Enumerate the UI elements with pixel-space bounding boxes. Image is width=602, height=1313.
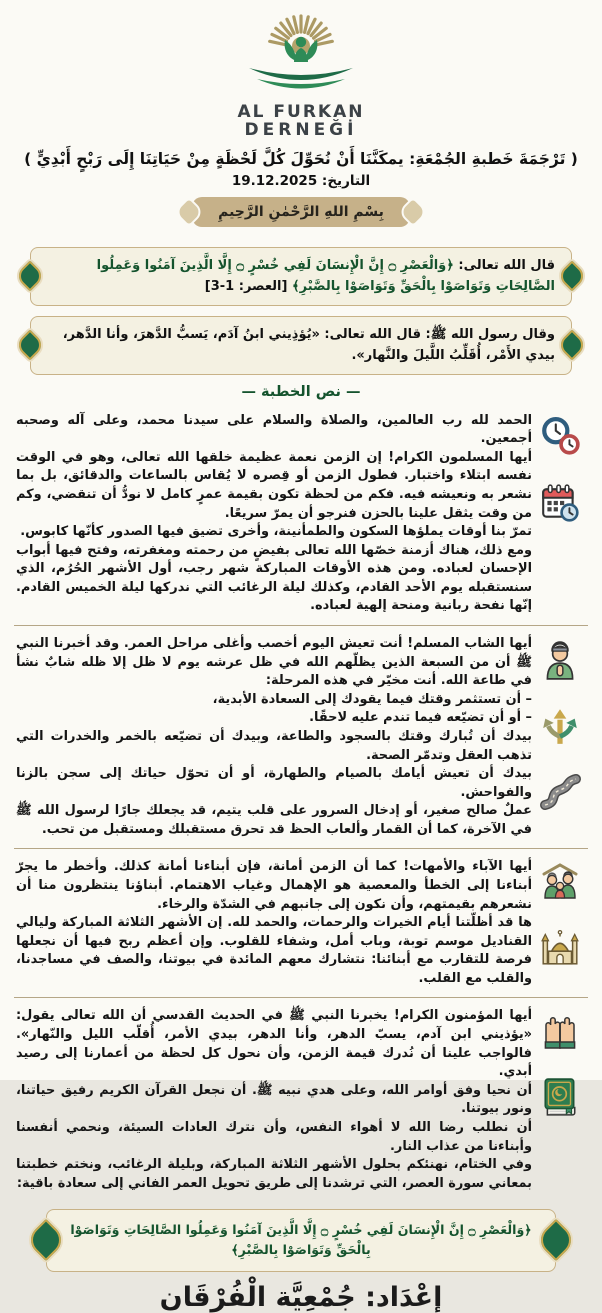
al-furkan-logo-icon <box>226 6 376 110</box>
calendar-clock-icon <box>539 482 581 524</box>
quran-verse: ﴿وَالْعَصْرِ ۝ إِنَّ الْإِنسَانَ لَفِي خُسْرٍ ۝ إِلَّا الَّذِينَ آمَنُوا وَعَمِلُوا الصَّالِحَاتِ وَتَوَاصَوْا بِالْحَقِّ وَتَوَاصَوْا بِالصَّبْرِ﴾ <box>96 257 555 295</box>
paragraph: بيدك أن تُبارك وقتك بالسجود والطاعة، وبيدك أن تضيّعه بالخمر والخدرات التي تذهب العقل وتدمّر الصحة. <box>16 728 532 763</box>
header <box>12 6 590 140</box>
sermon-sections <box>12 406 590 1200</box>
section-divider <box>14 997 588 998</box>
section-divider <box>14 848 588 849</box>
hadith-text: وقال رسول الله ﷺ: قال الله تعالى: «يُؤذِيني ابنُ آدَم، يَسبُّ الدَّهرَ، وأنا الدَّهر، بيدي الأَمْر، أُقَلِّبُ اللَّيلَ والنَّهار». <box>62 326 555 364</box>
paragraph: عملٌ صالح صغير، أو إدخال السرور على قلب يتيم، قد يجعلك جارًا لرسول الله ﷺ في الآخرة، كما أن القمار وألعاب الحظ قد تحرق مستقبلك ومستقبل من تحب. <box>16 803 532 837</box>
paragraph: أيها المؤمنون الكرام! يخبرنا النبي ﷺ في الحديث القدسي أن الله تعالى يقول: «يؤذيني ابن آدم، يسبّ الدهر، وأنا الدهر، بيدي الأمر، أُقلّب الليل والنّهار». فالواجب علينا أن نُدرك قيمة الزمن، وأن نحول كل لحظة من أعمارنا إلى رصيد أبدي. <box>16 1008 532 1080</box>
section-divider <box>14 625 588 626</box>
verse-reference: [العصر: 1-3] <box>204 279 288 295</box>
section-parents <box>12 852 590 994</box>
section-time <box>12 406 590 622</box>
box-finial-left-icon <box>12 327 49 364</box>
section-time-text <box>14 412 532 616</box>
hadith-quote-box <box>30 316 572 375</box>
paragraph: أيها الآباء والأمهات! كما أن الزمن أمانة، فإن أبناءنا أمانة كذلك. وأخطر ما يجرّ أبناءنا إلى الخطأ والمعصية هو الإهمال وغياب الاهتمام. أبناؤنا ينتظرون منا أن نشعرهم بقيمتهم، وأن نكون إلى جانبهم في الشدّة والرخاء. <box>16 859 532 912</box>
banner-ornament-right-icon <box>397 196 428 227</box>
paragraph: ومع ذلك، هناك أزمنة خصّها الله تعالى بفيضٍ من رحمته ومغفرته، وفتح فيها أبواب الإحسان لعباده. ومن هذه الأوقات المباركة شهر رجب، أول الأشهر الحُرُم، الذي سنستقبله يوم الأحد القادم، وكذلك ليلة الرغائب التي ندركها ليلة الخميس القادم. إنّها نفحة ربانية ومنحة إلهية لعباده. <box>16 542 532 614</box>
section-believers <box>12 1001 590 1199</box>
paragraph: تمرّ بنا أوقات يملؤها السكون والطمأنينة، وأخرى تضيق فيها الصدور كأنّها كابوس. <box>20 524 532 540</box>
section-believers-text <box>14 1007 532 1193</box>
praying-youth-icon <box>539 639 581 681</box>
section-parents-icons <box>532 858 588 988</box>
paragraph: أن نطلب رضا الله لا أهواء النفس، وأن نترك العادات السيئة، ونحمي أنفسنا وأبناءنا من عذاب النار. <box>16 1119 532 1154</box>
paragraph: – أن تستثمر وقتك فيما يقودك إلى السعادة الأبدية، <box>212 691 532 707</box>
org-name <box>12 104 590 140</box>
crossroads-icon <box>538 705 582 747</box>
bismillah-text: بِسْمِ اللهِ الرَّحْمٰنِ الرَّحِيمِ <box>218 203 384 220</box>
closing-verse-frame <box>46 1209 556 1271</box>
paragraph: الحمد لله رب العالمين، والصلاة والسلام على سيدنا محمد، وعلى آله وصحبه أجمعين. <box>16 412 532 447</box>
paragraph: أيها المسلمون الكرام! إن الزمن نعمة عظيمة خلقها الله تعالى، وهو في الوقت نفسه ابتلاء واختبار. فطول الزمن أو قِصره لا يُقاس بالساعات والدقائق، بل بما نشعر به ونعيشه فيه. فكم من لحظة تكون بقيمة عمرٍ كامل لا نودُّ أن تنقضي، وكم من وقت يثقل علينا بالحزن فنرجو أن يمرّ سريعًا. <box>16 449 532 521</box>
mosque-icon <box>538 926 582 968</box>
quran-quote-box <box>30 247 572 306</box>
section-youth-text <box>14 635 532 839</box>
section-believers-icons <box>532 1007 588 1193</box>
org-name-line2: DERNEĞİ <box>244 119 358 140</box>
section-youth <box>12 629 590 845</box>
bismillah-banner <box>12 197 590 237</box>
box-finial-right-icon <box>554 258 591 295</box>
frame-ornament-left-icon <box>22 1216 70 1264</box>
page-title: ( تَرْجَمَةَ خَطبةِ الجُمْعَةِ: يمكَنَّنَا أَنْ نُحَوِّلَ كُلَّ لَحْظَةٍ مِنْ حَيَاتِنَا إِلَى رَبْحٍ أَبْدِيٍّ ) <box>24 149 578 168</box>
dual-clock-icon <box>539 416 581 458</box>
box-finial-right-icon <box>554 327 591 364</box>
quran-book-icon <box>539 1075 581 1119</box>
paragraph: أيها الشاب المسلم! أنت تعيش اليوم أخصب وأغلى مراحل العمر. وقد أخبرنا النبي ﷺ أن من السبعة الذين يظلّهم الله في ظل عرشه يوم لا ظل إلا ظله شابٌ نشأ في طاعة الله. أنت مخيّر في هذه المرحلة: <box>16 636 532 689</box>
frame-ornament-right-icon <box>532 1216 580 1264</box>
org-name-line1: AL FURKAN <box>237 102 365 122</box>
paragraph: بيدك أن تعيش أيامك بالصيام والطهارة، أو أن تحوّل حياتك إلى سجن بالزنا والفواحش. <box>16 766 532 800</box>
quote-intro: قال الله تعالى: <box>458 257 555 273</box>
paragraph: ها قد أظلّتنا أيام الخيرات والرحمات، والحمد لله. إن الأشهر الثلاثة المباركة وليالي القناديل موسم توبة، وباب أمل، وشفاء للقلوب. وإن أعظم ربح فيها أن نجعلها فرصة للتقارب مع أبنائنا: نتشارك معهم المائدة في بيوتنا، والصف في مساجدنا، والقلب مع القلب. <box>16 915 532 986</box>
date-line: التاريخ: 19.12.2025 <box>231 172 371 189</box>
praying-hands-icon <box>538 1011 582 1051</box>
paragraph: – أو أن تضيّعه فيما تندم عليه لاحقًا. <box>309 710 532 726</box>
section-youth-icons <box>532 635 588 839</box>
family-icon <box>538 862 582 902</box>
winding-road-icon <box>538 771 582 811</box>
section-time-icons <box>532 412 588 616</box>
prepared-by-signature: إِعْدَاد: جُمْعِيَّة الْفُرْقَان <box>159 1281 443 1313</box>
banner-ornament-left-icon <box>174 196 205 227</box>
box-finial-left-icon <box>12 258 49 295</box>
paragraph: وفي الختام، نهنئكم بحلول الأشهر الثلاثة المباركة، وبليلة الرغائب، ونختم خطبتنا بمعاني سورة العصر، التي ترشدنا إلى طريق تحويل العمر الفاني إلى سعادة باقية: <box>16 1157 532 1191</box>
paragraph: أن نحيا وفق أوامر الله، وعلى هدي نبيه ﷺ. أن نجعل القرآن الكريم رفيق حياتنا، ونور بيوتنا. <box>16 1082 532 1117</box>
sermon-body-heading: — نص الخطبة — <box>241 383 361 400</box>
section-parents-text <box>14 858 532 988</box>
closing-verse: ﴿وَالْعَصْرِ ۝ إِنَّ الْإِنسَانَ لَفِي خُسْرٍ ۝ إِلَّا الَّذِينَ آمَنُوا وَعَمِلُوا الصَّالِحَاتِ وَتَوَاصَوْا بِالْحَقِّ وَتَوَاصَوْا بِالصَّبْرِ﴾ <box>70 1222 532 1258</box>
